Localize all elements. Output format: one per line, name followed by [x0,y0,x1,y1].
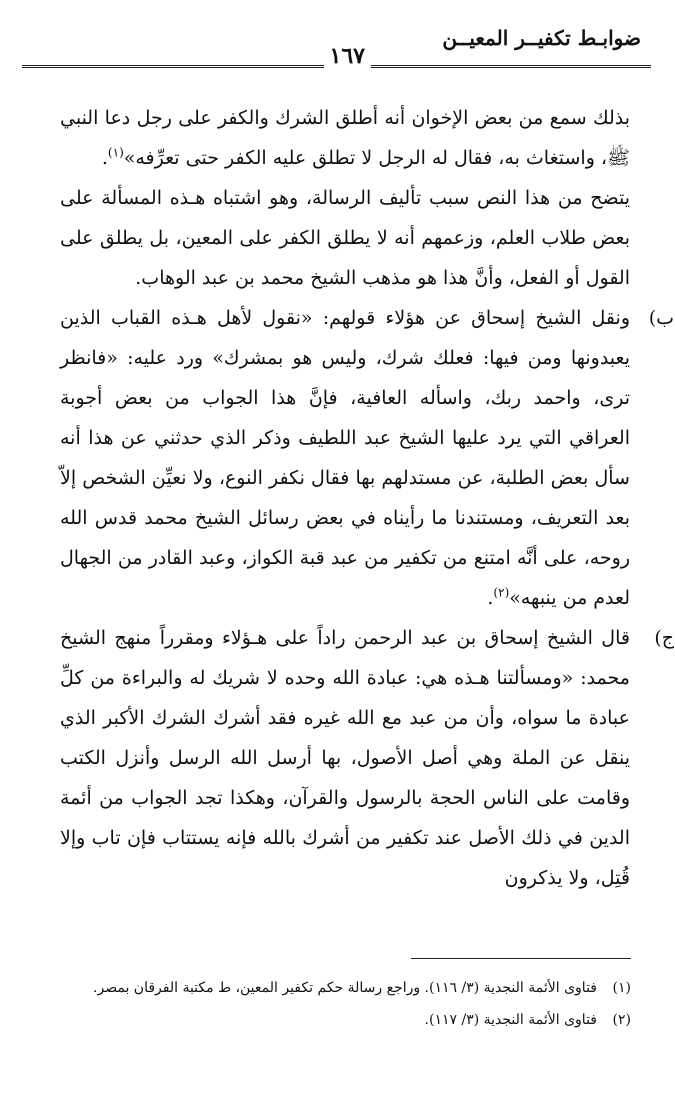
text-line: يتضح من هذا النص سبب تأليف الرسالة، وهو اشتباه هـذه المسألة [101,187,631,209]
text-line: بذلك سمع من بعض الإخوان أنه أطلق الشرك والكفر على رجل [136,107,631,129]
text-line: بعض أجوبة العراقي التي يرد عليها الشيخ عبد اللطيف وذكر الذي [60,387,630,449]
text-line: عليه: «فانظر ترى، واحمد ربك، واسأله العافية، فإنَّ هذا الجواب من [60,347,630,409]
text-line: بعض رسائل الشيخ محمد قدس الله روحه، على أنَّه امتنع من تكفير [60,507,630,569]
header-rule [22,42,651,71]
footnote-2 [40,1004,631,1036]
text-line: على بعض طلاب العلم، وزعمهم أنه لا يطلق الكفر على المعين، [60,187,631,249]
footnote-1 [40,972,631,1004]
text-line: عبد الوهاب. [135,267,229,289]
footnote-text: فتاوى الأئمة النجدية (٣/ ١١٦). وراجع رسالة حكم تكفير المعين، ط مكتبة الفرقان بمصر. [93,980,597,996]
footnote-number: (١) [612,980,631,996]
body-text [60,98,674,898]
text-line: والبراءة من كلِّ عبادة ما سواه، وأن من عبد مع الله غيره فقد أشرك [60,667,630,729]
header-rule-left [22,65,324,68]
footnote-divider [411,958,631,959]
list-item-b [60,298,674,618]
page-number: ١٦٧ [329,42,365,69]
item-label-b: ب) [648,307,674,329]
footnotes [40,972,631,1036]
running-header [22,26,653,82]
footnote-ref-2[interactable]: (٢) [493,585,510,600]
footnote-ref-1[interactable]: (١) [107,145,124,160]
text-line: تكفير من أشرك بالله فإنه يستتاب فإن تاب وإلا قُتِل، ولا يذكرون [60,827,630,889]
header-rule-right [371,65,651,68]
text-line: الله الرسل وأنزل الكتب وقامت على الناس الحجة بالرسول [60,747,630,809]
text-line: تعرِّفه» [123,147,180,169]
intro-paragraph: بذلك سمع من بعض الإخوان أنه أطلق الشرك والكفر على رجل دعا النبي ﷺ، واستغاث به، فقال له الرجل لا تطلق عليه الكفر حتى تعرِّفه»$^{(١)}$. [60,107,631,169]
list-item-c [60,618,674,898]
footnote-text: فتاوى الأئمة النجدية (٣/ ١١٧). [424,1012,597,1028]
text-line: الشيخ محمد: «ومسألتنا هـذه هي: عبادة الله وحده لا شريك له [60,627,630,689]
text-line: ونقل الشيخ إسحاق عن هؤلاء قولهم: «نقول لأهل هـذه القباب [110,307,630,329]
text-line: حدثني عن هذا أنه سأل بعض الطلبة، عن مستدلهم بها فقال نكفر [60,427,630,489]
item-b-text: ونقل الشيخ إسحاق عن هؤلاء قولهم: «نقول لأهل هـذه القباب الذين يعبدونها ومن فيها: فعلك شرك، وليس هو بمشرك» ورد عليه: «فانظر ترى، واحمد ربك، واسأله العافية، فإنَّ هذا الجواب من بعض أجوبة العراقي التي يرد عليها الشيخ عبد اللطيف وذكر الذي حدثني عن هذا أنه سأل بعض الطلبة، عن مستدلهم بها فقال نكفر النوع، ولا نعيِّن الشخص إلاّ بعد التعريف، ومستندنا ما رأيناه في بعض رسائل الشيخ محمد قدس الله روحه، على أنَّه امتنع من تكفير من عبد قبة الكواز، وعبد القادر من الجهال لعدم من ينبهه»$^{(٢)}$. [60,307,631,609]
text-line: بل يطلق على القول أو الفعل، وأنَّ هذا هو مذهب الشيخ محمد بن [60,227,630,289]
text-line: النوع، ولا نعيِّن الشخص إلاّ بعد التعريف، ومستندنا ما رأيناه في [60,467,631,529]
text-line: من عبد قبة الكواز، وعبد القادر من الجهال لعدم من ينبهه» [60,547,630,609]
explanation-paragraph [60,178,630,298]
text-line: الذين يعبدونها ومن فيها: فعلك شرك، وليس هو بمشرك» ورد [60,307,630,369]
text-line: والقرآن، وهكذا تجد الجواب من أئمة الدين في ذلك الأصل عند [60,787,630,849]
footnote-number: (٢) [612,1012,631,1028]
chapter-title: ضوابـط تكفيــر المعيــن [442,26,641,50]
item-c-text [60,618,630,898]
text-line: دعا النبي ﷺ، واستغاث به، فقال له الرجل لا تطلق عليه الكفر حتى [60,107,630,169]
text-line: الشرك الأكبر الذي ينقل عن الملة وهي أصل الأصول، بها أرسل [60,707,630,769]
item-label-c: ج) [654,627,674,649]
text-line: قال الشيخ إسحاق بن عبد الرحمن راداً على هـؤلاء ومقرراً منهج [114,627,630,649]
